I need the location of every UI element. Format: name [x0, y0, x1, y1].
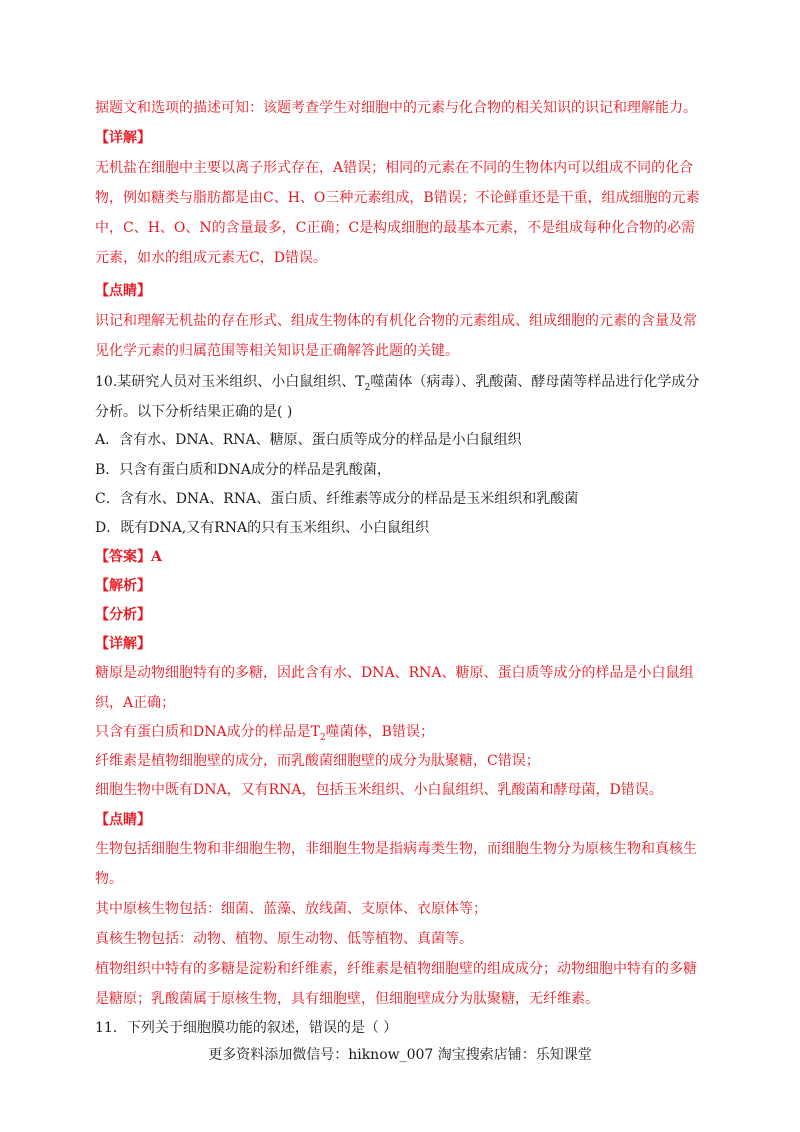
detail-2-line-2-end: 噬菌体，B错误； — [325, 724, 434, 740]
t2-subscript: 2 — [364, 382, 371, 393]
detail-paragraph-1: 无机盐在细胞中主要以离子形式存在，A错误；相同的元素在不同的生物体内可以组成不同的化合物，例如糖类与脂肪都是由C、H、O三种元素组成，B错误；不论鲜重还是干重，组成细胞的元素中，C、H、O、N的含量最多，C正确；C是构成细胞的最基本元素，不是组成每种化合物的必需元素，如水的组成元素无C，D错误。 — [95, 160, 700, 266]
question-10-stem-start: 10.某研究人员对玉米组织、小白鼠组织、T — [95, 374, 365, 390]
tip-heading-1: 【点睛】 — [95, 283, 151, 299]
analysis-heading: 【解析】 — [95, 578, 151, 594]
option-c: C．含有水、DNA、RNA、蛋白质、纤维素等成分的样品是玉米组织和乳酸菌 — [95, 491, 579, 507]
detail-2-line-3: 纤维素是植物细胞壁的成分，而乳酸菌细胞壁的成分为肽聚糖，C错误； — [95, 753, 540, 769]
detail-2-line-2 — [95, 717, 707, 747]
page-footer: 更多资料添加微信号：hiknow_007 淘宝搜索店铺：乐知课堂 — [208, 1047, 592, 1063]
detail-2-line-4: 细胞生物中既有DNA，又有RNA，包括玉米组织、小白鼠组织、乳酸菌和酵母菌，D错误。 — [95, 782, 663, 798]
tip-paragraph-1: 识记和理解无机盐的存在形式、组成生物体的有机化合物的元素组成、组成细胞的元素的含量及常见化学元素的归属范围等相关知识是正确解答此题的关键。 — [95, 313, 697, 359]
tip-2-line-2: 其中原核生物包括：细菌、蓝藻、放线菌、支原体、衣原体等； — [95, 901, 487, 917]
detail-heading-1: 【详解】 — [95, 130, 151, 146]
tip-2-line-3: 真核生物包括：动物、植物、原生动物、低等植物、真菌等。 — [95, 931, 473, 947]
tip-heading-2: 【点睛】 — [95, 812, 151, 828]
detail-heading-2: 【详解】 — [95, 636, 151, 652]
intro-paragraph: 据题文和选项的描述可知：该题考查学生对细胞中的元素与化合物的相关知识的识记和理解能力。 — [95, 100, 697, 116]
question-10-stem — [95, 367, 707, 427]
tip-2-line-4: 植物组织中特有的多糖是淀粉和纤维素，纤维素是植物细胞壁的组成成分；动物细胞中特有的多糖是糖原；乳酸菌属于原核生物，具有细胞壁，但细胞壁成分为肽聚糖，无纤维素。 — [95, 961, 697, 1007]
answer-line: 【答案】A — [95, 549, 162, 565]
detail-2-line-1: 糖原是动物细胞特有的多糖，因此含有水、DNA、RNA、糖原、蛋白质等成分的样品是小白鼠组织，A正确； — [95, 665, 694, 711]
option-d: D．既有DNA,又有RNA的只有玉米组织、小白鼠组织 — [95, 520, 430, 536]
question-11-stem: 11．下列关于细胞膜功能的叙述，错误的是（ ） — [95, 1020, 398, 1036]
option-b: B．只含有蛋白质和DNA成分的样品是乳酸菌， — [95, 462, 391, 478]
tip-2-line-1: 生物包括细胞生物和非细胞生物，非细胞生物是指病毒类生物，而细胞生物分为原核生物和真核生物。 — [95, 841, 697, 887]
fenxi-heading: 【分析】 — [95, 607, 151, 623]
question-10-stem-end: 噬菌体（病毒）、乳酸菌、酵母菌等样品进行化学成分分析。以下分析结果正确的是( ) — [95, 374, 700, 420]
detail-2-line-2-start: 只含有蛋白质和DNA成分的样品是T — [95, 724, 320, 740]
t2-subscript-detail: 2 — [319, 732, 326, 743]
option-a: A．含有水、DNA、RNA、糖原、蛋白质等成分的样品是小白鼠组织 — [95, 432, 522, 448]
